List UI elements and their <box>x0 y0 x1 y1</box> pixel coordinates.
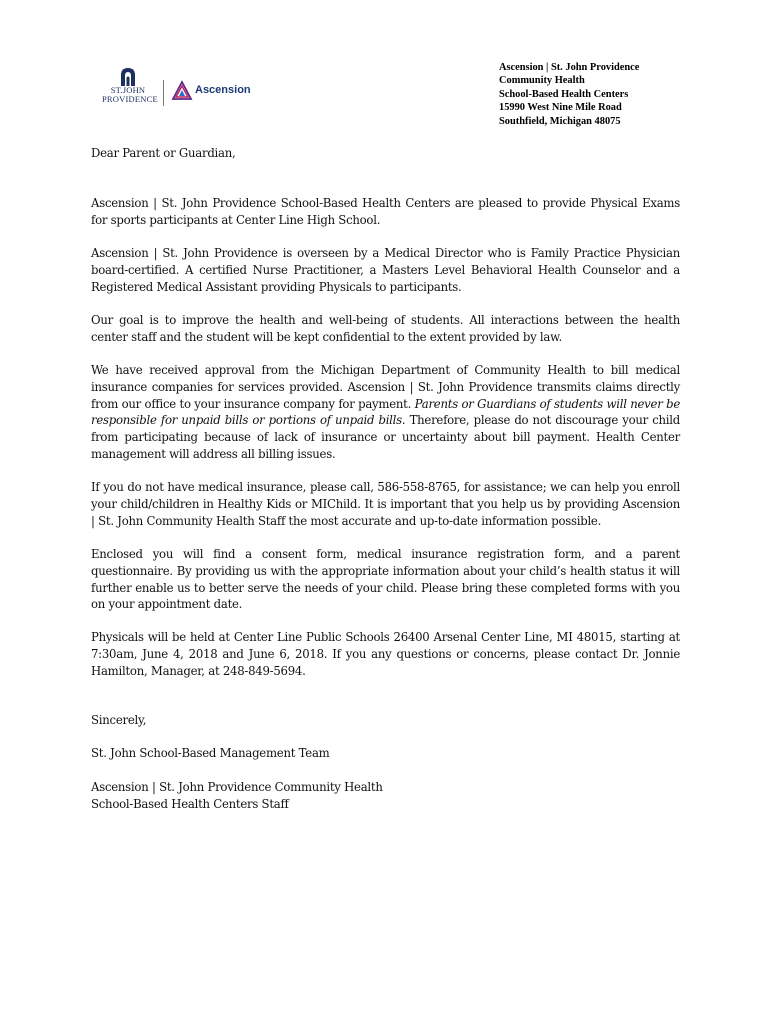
ascension-wordmark: Ascension <box>195 84 251 96</box>
signature-staff <box>91 779 680 813</box>
billing-italic-notice: Parents or Guardians of students will never be responsible for unpaid bills or portions of unpaid bills. <box>91 396 681 428</box>
signature-team: St. John School-Based Management Team <box>91 746 330 760</box>
stjohn-ascension-logo <box>100 66 260 110</box>
paragraph-enclosed: Enclosed you will find a consent form, medical insurance registration form, and a parent questionnaire. By providing us with the appropriate information about your child’s health status it will further enable us to better serve the needs of your child. Please bring these completed forms with you on your appointment date. <box>91 547 680 612</box>
signature-staff-line2: School-Based Health Centers Staff <box>91 796 289 811</box>
address-line: School-Based Health Centers <box>499 88 629 100</box>
paragraph-billing <box>91 362 680 463</box>
address-line: Ascension | St. John Providence <box>499 62 640 73</box>
stjohn-providence-logo <box>102 66 158 110</box>
return-address <box>499 61 639 128</box>
closing: Sincerely, <box>91 713 147 727</box>
ascension-cross-icon <box>171 80 193 102</box>
billing-text-b: Therefore, please do not discourage your child from participating because of lack of insurance or uncertainty about bill payment. Health Center management will address all billing issues. <box>91 413 680 461</box>
paragraph-schedule: Physicals will be held at Center Line Public Schools 26400 Arsenal Center Line, MI 48015, starting at 7:30am, June 4, 2018 and June 6, 2018. If you any questions or concerns, please contact Dr. Jonnie Hamilton, Manager, at 248-849-5694. <box>91 630 680 678</box>
stjohn-wordmark-line1: ST.JOHN <box>110 85 146 95</box>
stjohn-wordmark-line2: PROVIDENCE <box>102 94 158 104</box>
salutation: Dear Parent or Guardian, <box>91 146 236 160</box>
paragraph-intro: Ascension | St. John Providence School-Based Health Centers are pleased to provide Physical Exams for sports participants at Center Line High School. <box>91 196 680 227</box>
paragraph-goal: Our goal is to improve the health and well-being of students. All interactions between the health center staff and the student will be kept confidential to the extent provided by law. <box>91 313 680 344</box>
logo-divider <box>163 80 164 106</box>
paragraph-staff: Ascension | St. John Providence is overseen by a Medical Director who is Family Practice Physician board-certified. A certified Nurse Practitioner, a Masters Level Behavioral Health Counselor and a Registered Medical Assistant providing Physicals to participants. <box>91 246 680 294</box>
address-line: Community Health <box>499 75 585 87</box>
signature-staff-line1: Ascension | St. John Providence Community Health <box>91 780 383 794</box>
billing-text-a: We have received approval from the Michigan Department of Community Health to bill medical insurance companies for services provided. Ascension | St. John Providence transmits claims directly from our office to your insurance company for payment. <box>91 363 680 411</box>
stjohn-arch-icon <box>118 66 138 86</box>
address-line: Southfield, Michigan 48075 <box>499 115 621 127</box>
address-line: 15990 West Nine Mile Road <box>499 102 622 114</box>
paragraph-insurance: If you do not have medical insurance, please call, 586-558-8765, for assistance; we can help you enroll your child/children in Healthy Kids or MIChild. It is important that you help us by providing Ascension | St. John Community Health Staff the most accurate and up-to-date information possible. <box>91 480 680 528</box>
